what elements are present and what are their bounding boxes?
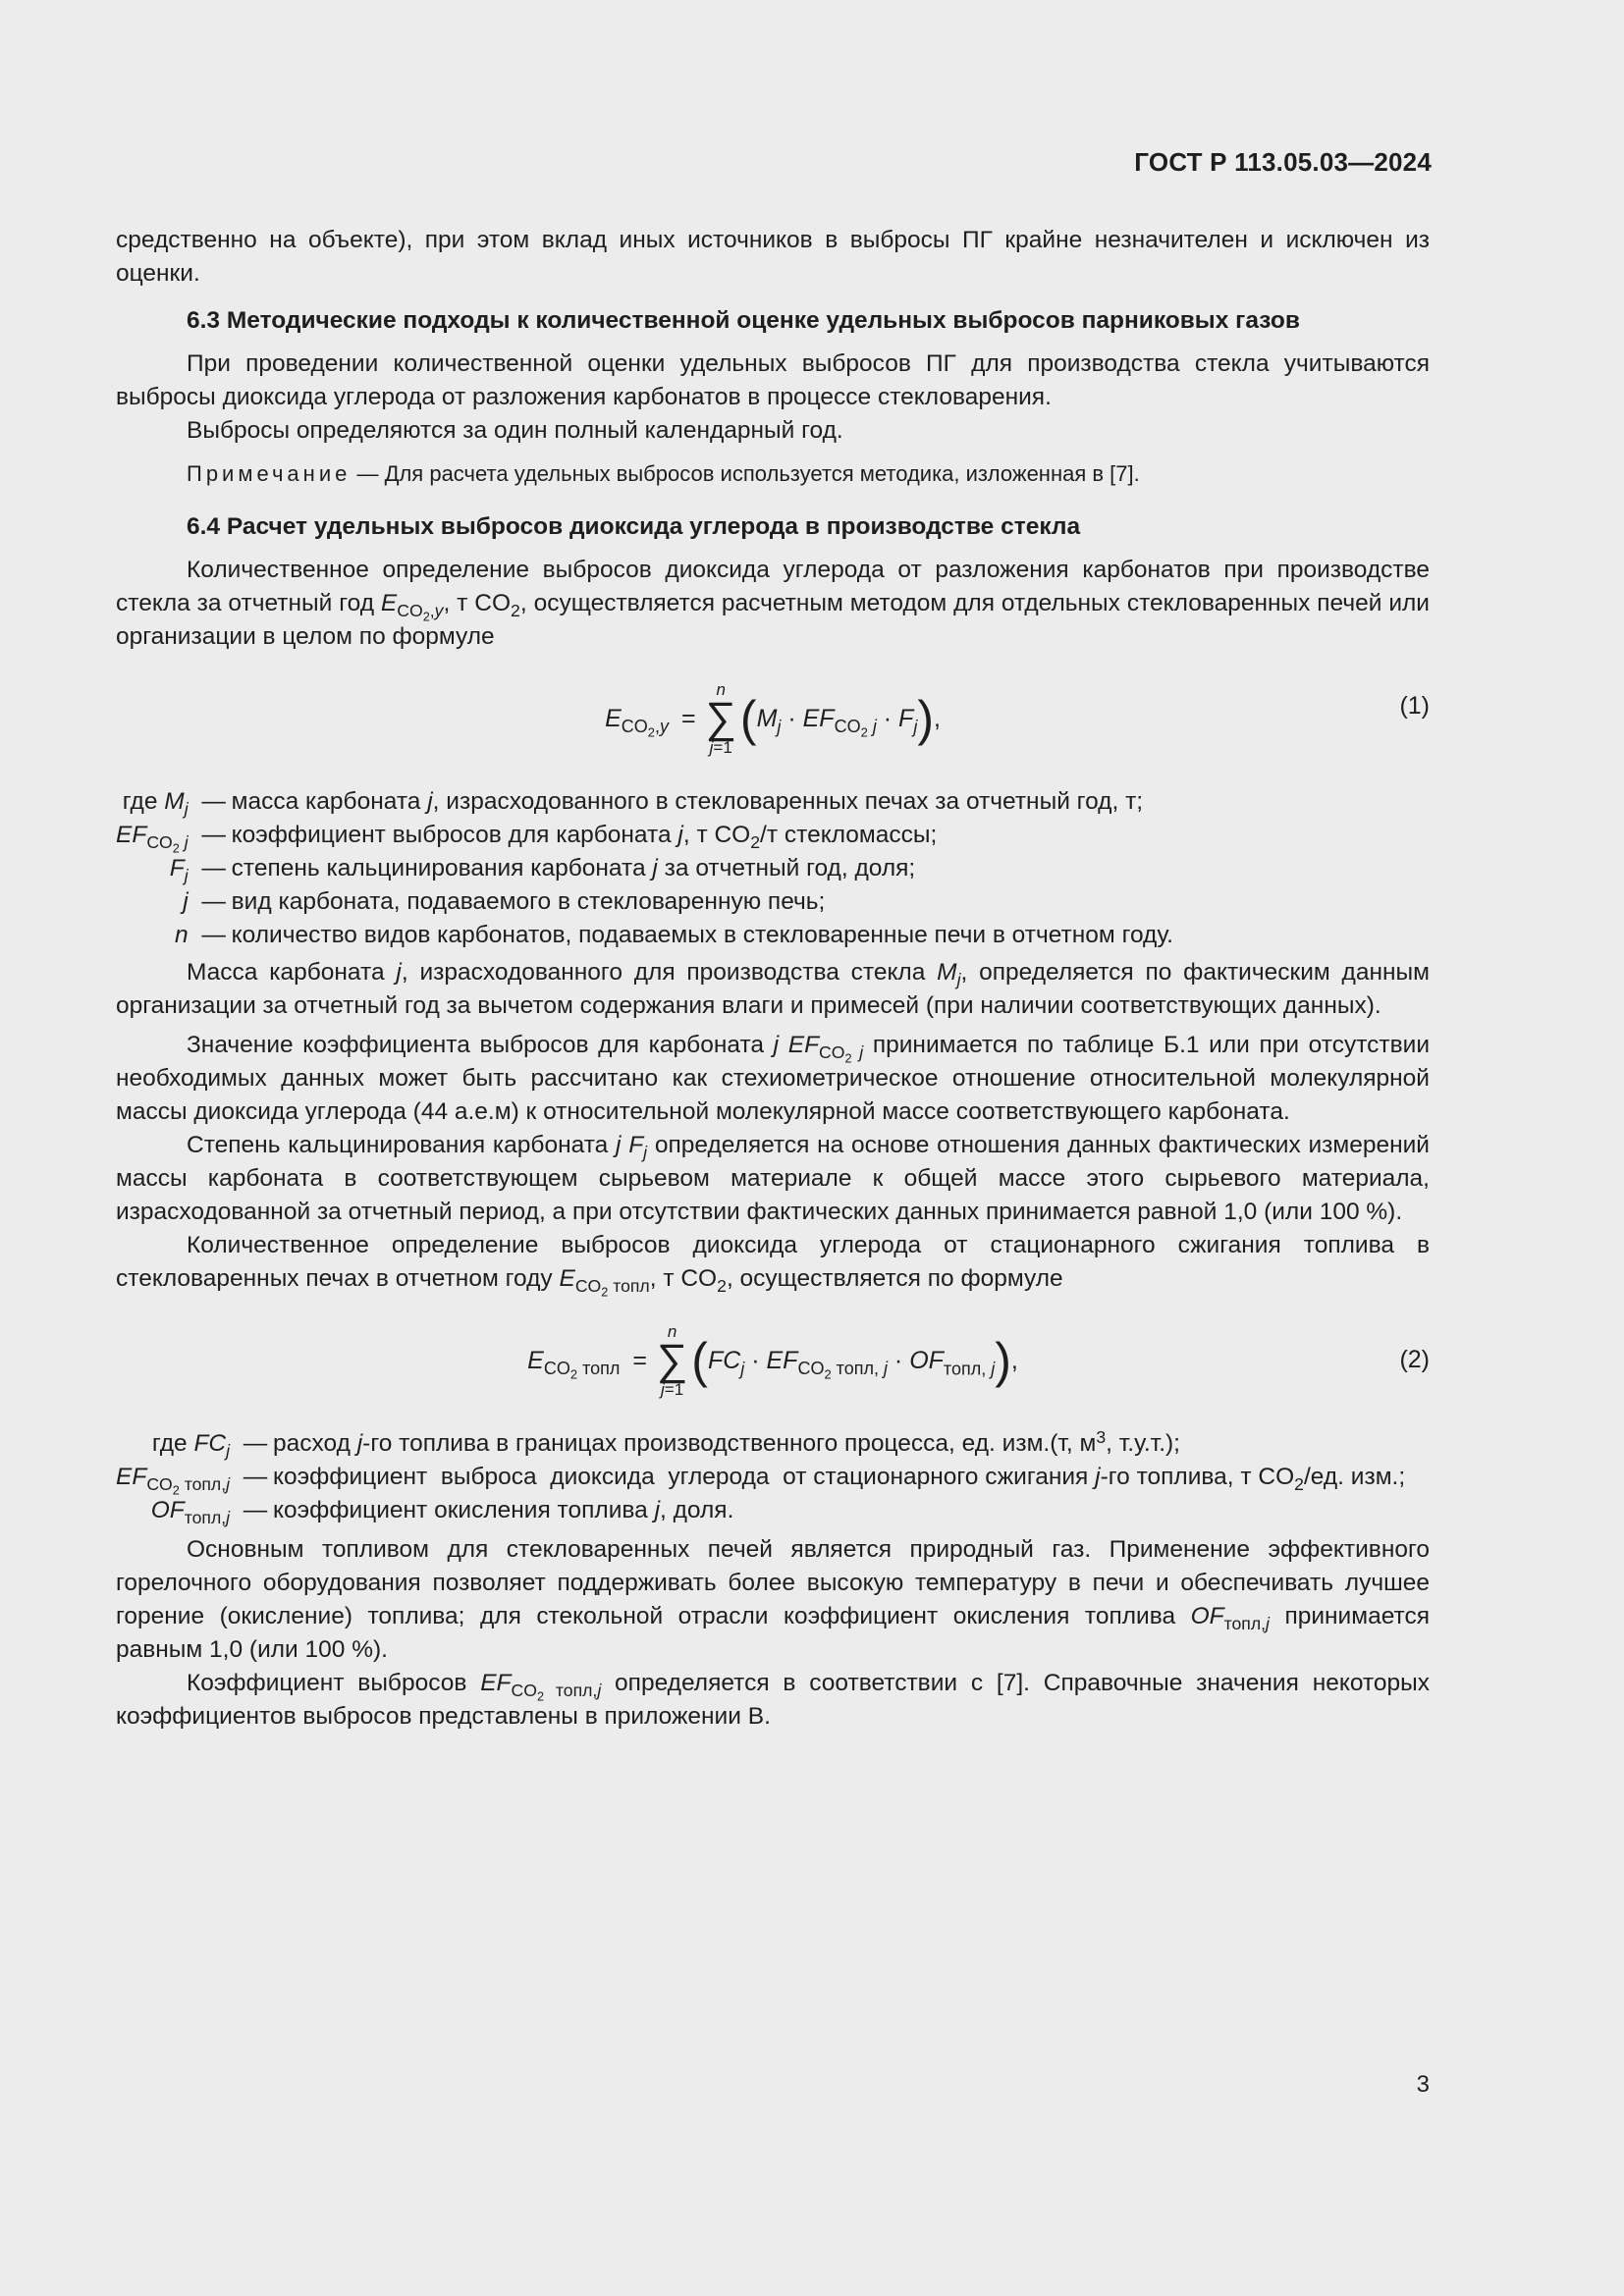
section-6-3-paragraph-1: При проведении количественной оценки удельных выбросов ПГ для производства стекла учитываются выбросы диоксида углерода от разложения карбонатов в процессе стекловарения.: [116, 350, 1430, 410]
summation-symbol: n ∑ j=1: [656, 1322, 688, 1399]
page-number: 3: [1416, 2071, 1430, 2098]
section-6-4-paragraph-6: Основным топливом для стекловаренных печей является природный газ. Применение эффективного горелочного оборудования позволяет поддерживать более высокую температуру в печи и обеспечивать лучшее горение (окисление) топлива; для стекольной отрасли коэффициент окисления топлива $OF_{топл,j}$ принимается равным 1,0 (или 100 %).: [116, 1536, 1430, 1663]
note: [187, 457, 1430, 491]
legend-row: $OF_{топл,j}$ — коэффициент окисления топлива j, доля.: [150, 1497, 734, 1528]
formula-2-legend: [116, 1427, 1405, 1527]
legend-row: $EF_{CO_2 топл,j}$ — коэффициент выброса диоксида углерода от стационарного сжигания j-го топлива, т $CO_2/ед$. изм.;: [116, 1464, 1406, 1498]
section-6-3-title: 6.3 Методические подходы к количественной оценке удельных выбросов парниковых газов: [187, 307, 1300, 334]
summation-symbol: n ∑ j=1: [705, 680, 736, 757]
section-6-4-paragraph-2: Масса карбоната j, израсходованного для производства стекла $M_j$, определяется по фактическим данным организации за отчетный год за вычетом содержания влаги и примесей (при наличии соответствующих данных).: [116, 959, 1430, 1019]
section-6-4-paragraph-3: Значение коэффициента выбросов для карбоната j $EF_{CO_2 j}$ принимается по таблице Б.1 или при отсутствии необходимых данных может быть рассчитано как стехиометрическое отношение относительной молекулярной массы диоксида углерода (44 а.е.м) к относительной молекулярной массе соответствующего карбоната.: [116, 1032, 1431, 1125]
section-6-4-paragraph-5: Количественное определение выбросов диоксида углерода от стационарного сжигания топлива в стекловаренных печах в отчетном году $E_{CO_2 топл}$, т $CO_2$, осуществляется по формуле: [116, 1232, 1430, 1300]
section-6-4-paragraph-4: Степень кальцинирования карбоната j $F_j$ определяется на основе отношения данных фактических измерений массы карбоната в соответствующем сырьевом материале к общей массе этого сырьевого материала, израсходованной за отчетный период, а при отсутствии фактических данных принимается равной 1,0 (или 100 %).: [116, 1132, 1430, 1225]
section-6-4-paragraph-7: Коэффициент выбросов $EF_{CO_2 топл,j}$ определяется в соответствии с [7]. Справочные значения некоторых коэффициентов выбросов представлены в приложении В.: [116, 1670, 1430, 1730]
legend-row: n — количество видов карбонатов, подаваемых в стекловаренные печи в отчетном году.: [175, 922, 1173, 948]
document-body: [116, 224, 1430, 1734]
formula-1-expression: $E_{CO_2,y}$ = n ∑ j=1 ( $M_j \cdot EF_{CO_2 j} \cdot F_j$ ) ,: [605, 680, 941, 757]
legend-row: где $M_j$ — масса карбоната j, израсходованного в стекловаренных печах за отчетный год, т;: [122, 788, 1144, 820]
document-header: ГОСТ Р 113.05.03—2024: [1134, 147, 1432, 177]
note-text: — Для расчета удельных выбросов используется методика, изложенная в [7].: [351, 461, 1140, 486]
formula-2-number: (2): [1399, 1346, 1430, 1373]
section-6-4-title: 6.4 Расчет удельных выбросов диоксида углерода в производстве стекла: [187, 513, 1081, 540]
legend-row: $EF_{CO_2 j}$ — коэффициент выбросов для карбоната j, т $CO_2/т$ стекломассы;: [116, 822, 938, 856]
note-label: Примечание: [187, 461, 352, 486]
legend-row: j — вид карбоната, подаваемого в стекловаренную печь;: [183, 888, 826, 915]
formula-1-legend: [116, 785, 1173, 952]
formula-2: [116, 1304, 1430, 1417]
formula-1-number: (1): [1399, 692, 1430, 720]
section-6-4-paragraph-1: Количественное определение выбросов диоксида углерода от разложения карбонатов при производстве стекла за отчетный год $E_{CO_2,y}$, т $CO_2$, осуществляется расчетным методом для отдельных стекловаренных печей или организации в целом по формуле: [116, 557, 1430, 650]
legend-row: $F_j$ — степень кальцинирования карбоната j за отчетный год, доля;: [169, 855, 916, 886]
section-6-3-paragraph-2: Выбросы определяются за один полный календарный год.: [187, 417, 843, 444]
formula-1: [116, 662, 1430, 775]
formula-2-expression: $E_{CO_2 топл}$ = n ∑ j=1 ( $FC_j \cdot EF_{CO_2 топл, j} \cdot OF_{топл, j}$ ) ,: [527, 1322, 1018, 1399]
intro-paragraph: средственно на объекте), при этом вклад иных источников в выбросы ПГ крайне незначителен и исключен из оценки.: [116, 227, 1430, 287]
legend-row: где $FC_j$ — расход j-го топлива в границах производственного процесса, ед. изм.(т, $м^3$, т.у.т.);: [151, 1427, 1180, 1462]
